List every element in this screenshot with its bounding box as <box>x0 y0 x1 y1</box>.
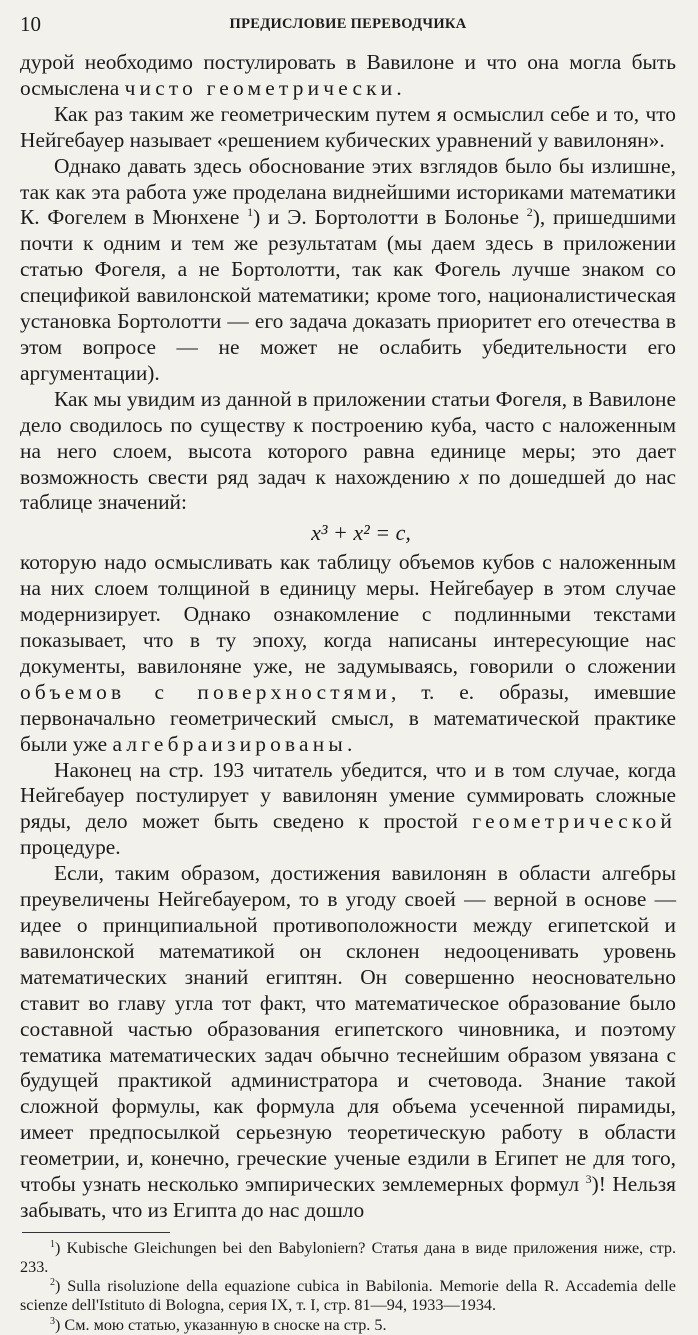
paragraph-6: Наконец на стр. 193 читатель убедится, что и в том случае, когда Нейгебауер постулирует у вавилонян умение суммировать сложные ряды, дело может быть сведено к простой геометрической процедуре. <box>20 757 676 860</box>
paragraph-3: Однако давать здесь обоснование этих взглядов было бы излишне, так как эта работа уже проделана виднейшими историками математики К. Фогелем в Мюнхене $^1$) и Э. Бортолотти в Болонье $^2$), пришедшими почти к одним и тем же результатам (мы даем здесь в приложении статью Фогеля, а не Бортолотти, так как Фогель лучше знаком со спецификой вавилонской математики; кроме того, националистическая установка Бортолотти — его задача доказать приоритет его отечества в этом вопросе — не может не ослабить убедительности его аргументации). <box>20 153 676 385</box>
running-title: ПРЕДИСЛОВИЕ ПЕРЕВОДЧИКА <box>229 16 467 32</box>
page-number: 10 <box>20 12 41 36</box>
paragraph-5: которую надо осмысливать как таблицу объемов кубов с наложенным на них слоем толщиной в единицу меры. Нейгебауер в этом случае модернизирует. Однако ознакомление с подлинными текстами показывает, что в ту эпоху, когда написаны интересующие нас документы, вавилоняне уже, не задумываясь, говорили о сложении объемов с поверхностями, т. е. образы, имевшие первоначально геометрический смысл, в математической практике были уже алгебраизированы. <box>20 550 676 756</box>
paragraph-1: дурой необходимо постулировать в Вавилоне и что она могла быть осмыслена чисто геометрически. <box>20 50 676 100</box>
emphasis-spaced: объемов с поверхностями <box>20 679 391 704</box>
paragraph-2: Как раз таким же геометрическим путем я осмыслил себе и то, что Нейгебауер называет «решением кубических уравнений у вавилонян». <box>20 101 676 152</box>
formula: x³ + x² = c, <box>311 520 411 546</box>
emphasis-spaced: алгебраизированы <box>112 731 347 756</box>
footnote-3: $^3$) См. мою статью, указанную в сноске на стр. 5. <box>50 1315 387 1334</box>
paragraph-4: Как мы увидим из данной в приложении статьи Фогеля, в Вавилоне дело сводилось по существу к построению куба, часто с наложенным на него слоем, высота которого равна единице меры; это дает возможность свести ряд задач к нахождению x по дошедшей до нас таблице значений: <box>20 386 676 515</box>
body-text <box>20 50 676 1224</box>
emphasis-spaced: чисто геометрически. <box>124 75 406 100</box>
footnote-2: $^2$) Sulla risoluzione della equazione cubica in Babilonia. Memorie della R. Accademia delle scienze dell'Istituto di Bologna, серия IX, т. I, стр. 81—94, 1933—1934. <box>20 1277 676 1315</box>
footnote-ref-1[interactable]: 1 <box>247 205 254 220</box>
footnotes <box>20 1239 676 1335</box>
footnote-1: $^1$) Kubische Gleichungen bei den Babyloniern? Статья дана в виде приложения ниже, стр. 233. <box>20 1238 676 1277</box>
emphasis-spaced: геометрической <box>472 809 676 834</box>
footnote-divider <box>22 1232 170 1233</box>
footnote-ref-2[interactable]: 2 <box>526 205 533 220</box>
footnote-ref-3[interactable]: 3 <box>585 1172 592 1187</box>
variable-x: x <box>459 464 469 489</box>
paragraph-7: Если, таким образом, достижения вавилонян в области алгебры преувеличены Нейгебауером, то в угоду своей — верной в основе — идее о принципиальной противоположности между египетской и вавилонской математикой он склонен недооценивать уровень математических знаний египтян. Он совершенно неосновательно ставит во главу угла тот факт, что математическое образование было составной частью образования египетского чиновника, и поэтому тематика математических задач обычно теснейшим образом увязана с будущей практикой администратора и счетовода. Знание такой сложной формулы, как формула для объема усеченной пирамиды, имеет предпосылкой серьезную теоретическую работу в области геометрии, и, конечно, греческие ученые ездили в Египет не для того, чтобы узнать несколько эмпирических землемерных формул $^3$)! Нельзя забывать, что из Египта до нас дошло <box>20 861 676 1222</box>
running-head <box>20 10 676 40</box>
